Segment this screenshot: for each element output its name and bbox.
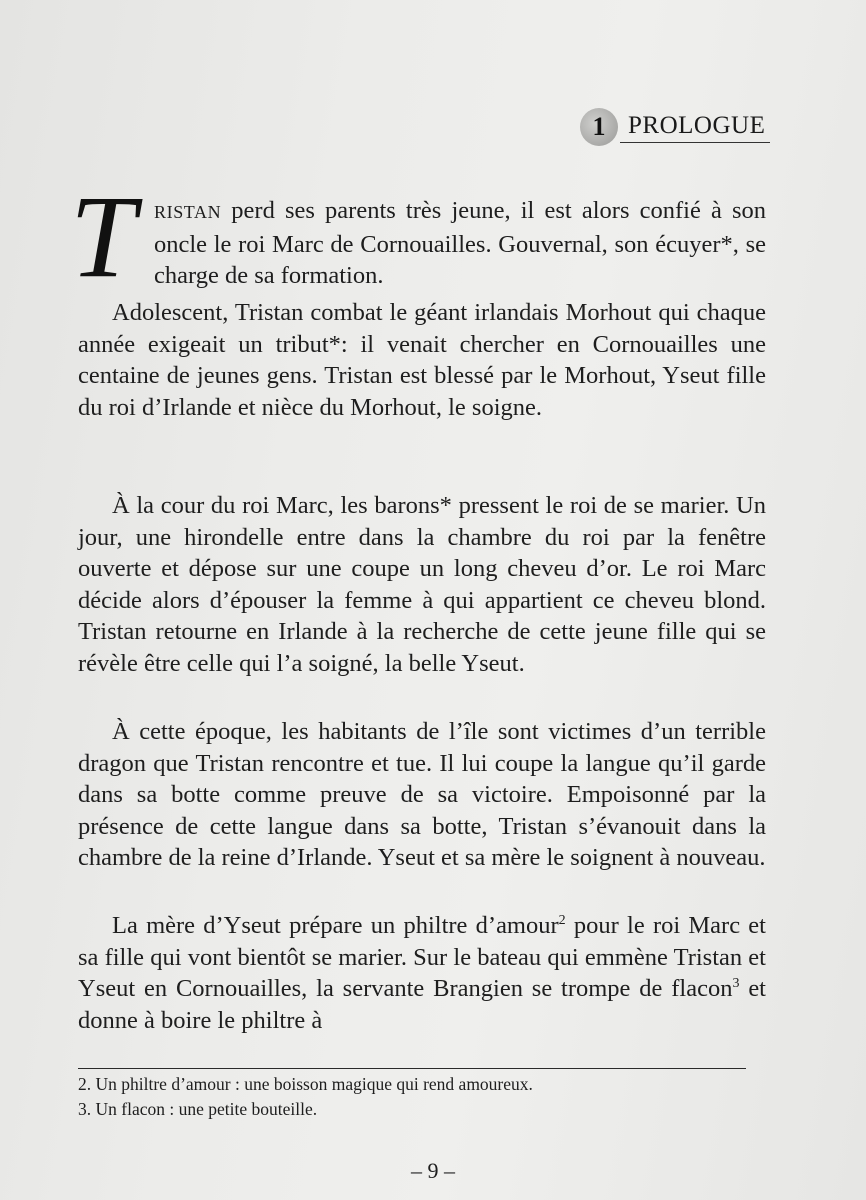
paragraph-3-text: À la cour du roi Marc, les barons* pressent le roi de se marier. Un jour, une hirondelle entre dans la chambre du roi par la fenêtre ouverte et dépose sur une coupe un long cheveu d’or. Le roi Marc décide alors d’épouser la femme à qui appartient ce cheveu blond. Tristan retourne en Irlande à la recherche de cette jeune fille qui se révèle être celle qui l’a soigné, la belle Yseut. (78, 492, 766, 677)
paragraph-4-text: À cette époque, les habitants de l’île sont victimes d’un terrible dragon que Tristan rencontre et tue. Il lui coupe la langue qu’il garde dans sa botte comme preuve de sa victoire. Empoisonné par la présence de cette langue dans sa botte, Tristan s’évanouit dans la chambre de la reine d’Irlande. Yseut et sa mère le soignent à nouveau. (78, 718, 766, 871)
chapter-number-badge: 1 (580, 108, 618, 146)
paragraph-2-text: Adolescent, Tristan combat le géant irlandais Morhout qui chaque année exigeait un tribut*: il venait chercher en Cornouailles une centaine de jeunes gens. Tristan est blessé par le Morhout, Yseut fille du roi d’Irlande et nièce du Morhout, le soigne. (78, 299, 766, 421)
chapter-title-underline (620, 142, 770, 143)
paragraph-5-text-b: pour le roi Marc et sa fille qui vont bientôt se marier. Sur le bateau qui emmène Tristan et Yseut en Cornouailles, la servante Brangien se trompe de flacon (78, 912, 766, 1002)
footnote-ref-2: 2 (558, 912, 566, 928)
paragraph-2 (78, 297, 766, 423)
footnote-2: 2. Un philtre d’amour : une boisson magique qui rend amoureux. (78, 1074, 533, 1094)
footnote-ref-3: 3 (732, 975, 740, 991)
chapter-title: PROLOGUE (628, 112, 766, 139)
footnotes (78, 1072, 533, 1122)
drop-cap: T (70, 171, 136, 302)
page-number: – 9 – (411, 1158, 455, 1183)
footnote-3: 3. Un flacon : une petite bouteille. (78, 1099, 318, 1119)
paragraph-5 (78, 910, 766, 1036)
paragraph-1-text: perd ses parents très jeune, il est alors confié à son oncle le roi Marc de Cornouailles. Gouvernal, son écuyer*, se charge de sa formation. (154, 197, 766, 289)
chapter-header (580, 108, 770, 148)
paragraph-1 (70, 171, 766, 302)
paragraph-5-text-a: La mère d’Yseut prépare un philtre d’amour (112, 912, 559, 939)
paragraph-5-text-c: et donne à boire le philtre à (78, 975, 766, 1034)
footnote-separator (78, 1068, 746, 1069)
paragraph-4 (78, 716, 766, 874)
paragraph-3 (78, 490, 766, 679)
small-caps-name: RISTAN (154, 202, 222, 222)
